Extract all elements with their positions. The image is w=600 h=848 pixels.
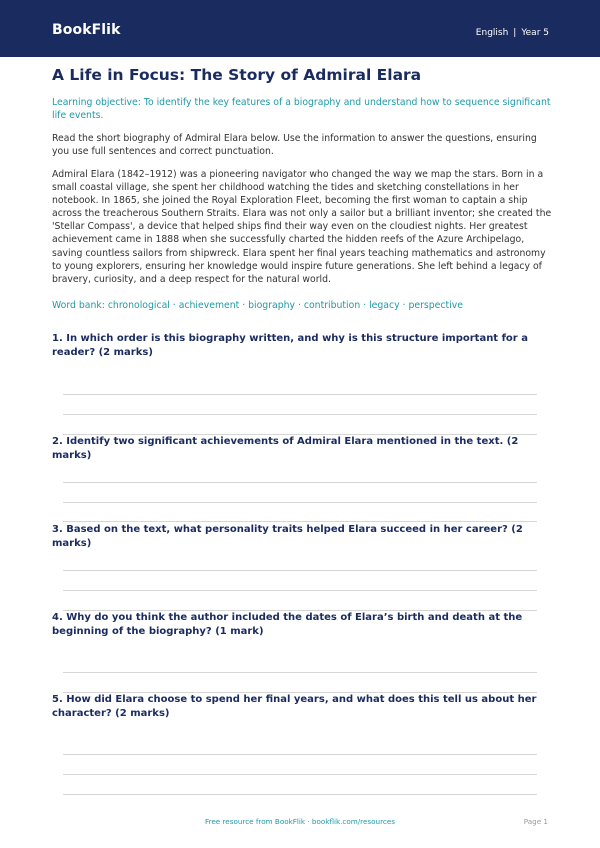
answer-line[interactable] (63, 414, 537, 415)
question-4: 4. Why do you think the author included the dates of Elara’s birth and death at the beginning of the biography? (1 mark) (52, 612, 523, 637)
question-1: 1. In which order is this biography written, and why is this structure important for a reader? (2 marks) (52, 333, 528, 358)
header-separator: | (513, 28, 517, 38)
year-label: Year 5 (521, 28, 549, 38)
question-5: 5. How did Elara choose to spend her final years, and what does this tell us about her character? (2 marks) (52, 694, 537, 719)
answer-line[interactable] (63, 521, 537, 522)
question-2: 2. Identify two significant achievements of Admiral Elara mentioned in the text. (2 marks) (52, 436, 519, 461)
question-3: 3. Based on the text, what personality traits helped Elara succeed in her career? (2 marks) (52, 524, 523, 549)
answer-line[interactable] (63, 570, 537, 571)
answer-line[interactable] (63, 482, 537, 483)
learning-objective: Learning objective: To identify the key features of a biography and understand how to sequence significant life events. (52, 97, 551, 121)
answer-line[interactable] (63, 590, 537, 591)
answer-line[interactable] (63, 774, 537, 775)
answer-line[interactable] (63, 672, 537, 673)
page-number: Page 1 (523, 817, 548, 826)
footer-text: Free resource from BookFlik · bookflik.com/resources (204, 817, 396, 826)
instructions: Read the short biography of Admiral Elara below. Use the information to answer the questions, ensuring you use full sentences and correct punctuation. (52, 133, 537, 157)
biography-text: Admiral Elara (1842–1912) was a pioneering navigator who changed the way we map the stars. Born in a small coastal village, she spent her childhood watching the tides and sketching constellations in her notebook. In 1865, she joined the Royal Exploration Fleet, becoming the first woman to captain a ship across the treacherous Southern Straits. Elara was not only a sailor but a brilliant inventor; she created the 'Stellar Compass', a device that helped ships find their way even on the cloudiest nights. Her greatest achievement came in 1888 when she successfully charted the hidden reefs of the Azure Archipelago, saving countless sailors from shipwreck. Elara spent her final years teaching mathematics and astronomy to young explorers, ensuring her knowledge would inspire future generations. She left behind a legacy of bravery, curiosity, and a deep respect for the natural world. (52, 169, 552, 285)
page-header (0, 0, 600, 57)
answer-line[interactable] (63, 794, 537, 795)
answer-line[interactable] (63, 754, 537, 755)
worksheet-title: A Life in Focus: The Story of Admiral Elara (52, 66, 422, 84)
header-meta (476, 28, 549, 38)
word-bank: Word bank: chronological · achievement · biography · contribution · legacy · perspective (52, 300, 463, 311)
brand-logo-text: BookFlik (52, 22, 121, 38)
answer-line[interactable] (63, 502, 537, 503)
subject-label: English (475, 28, 509, 38)
answer-line[interactable] (63, 394, 537, 395)
